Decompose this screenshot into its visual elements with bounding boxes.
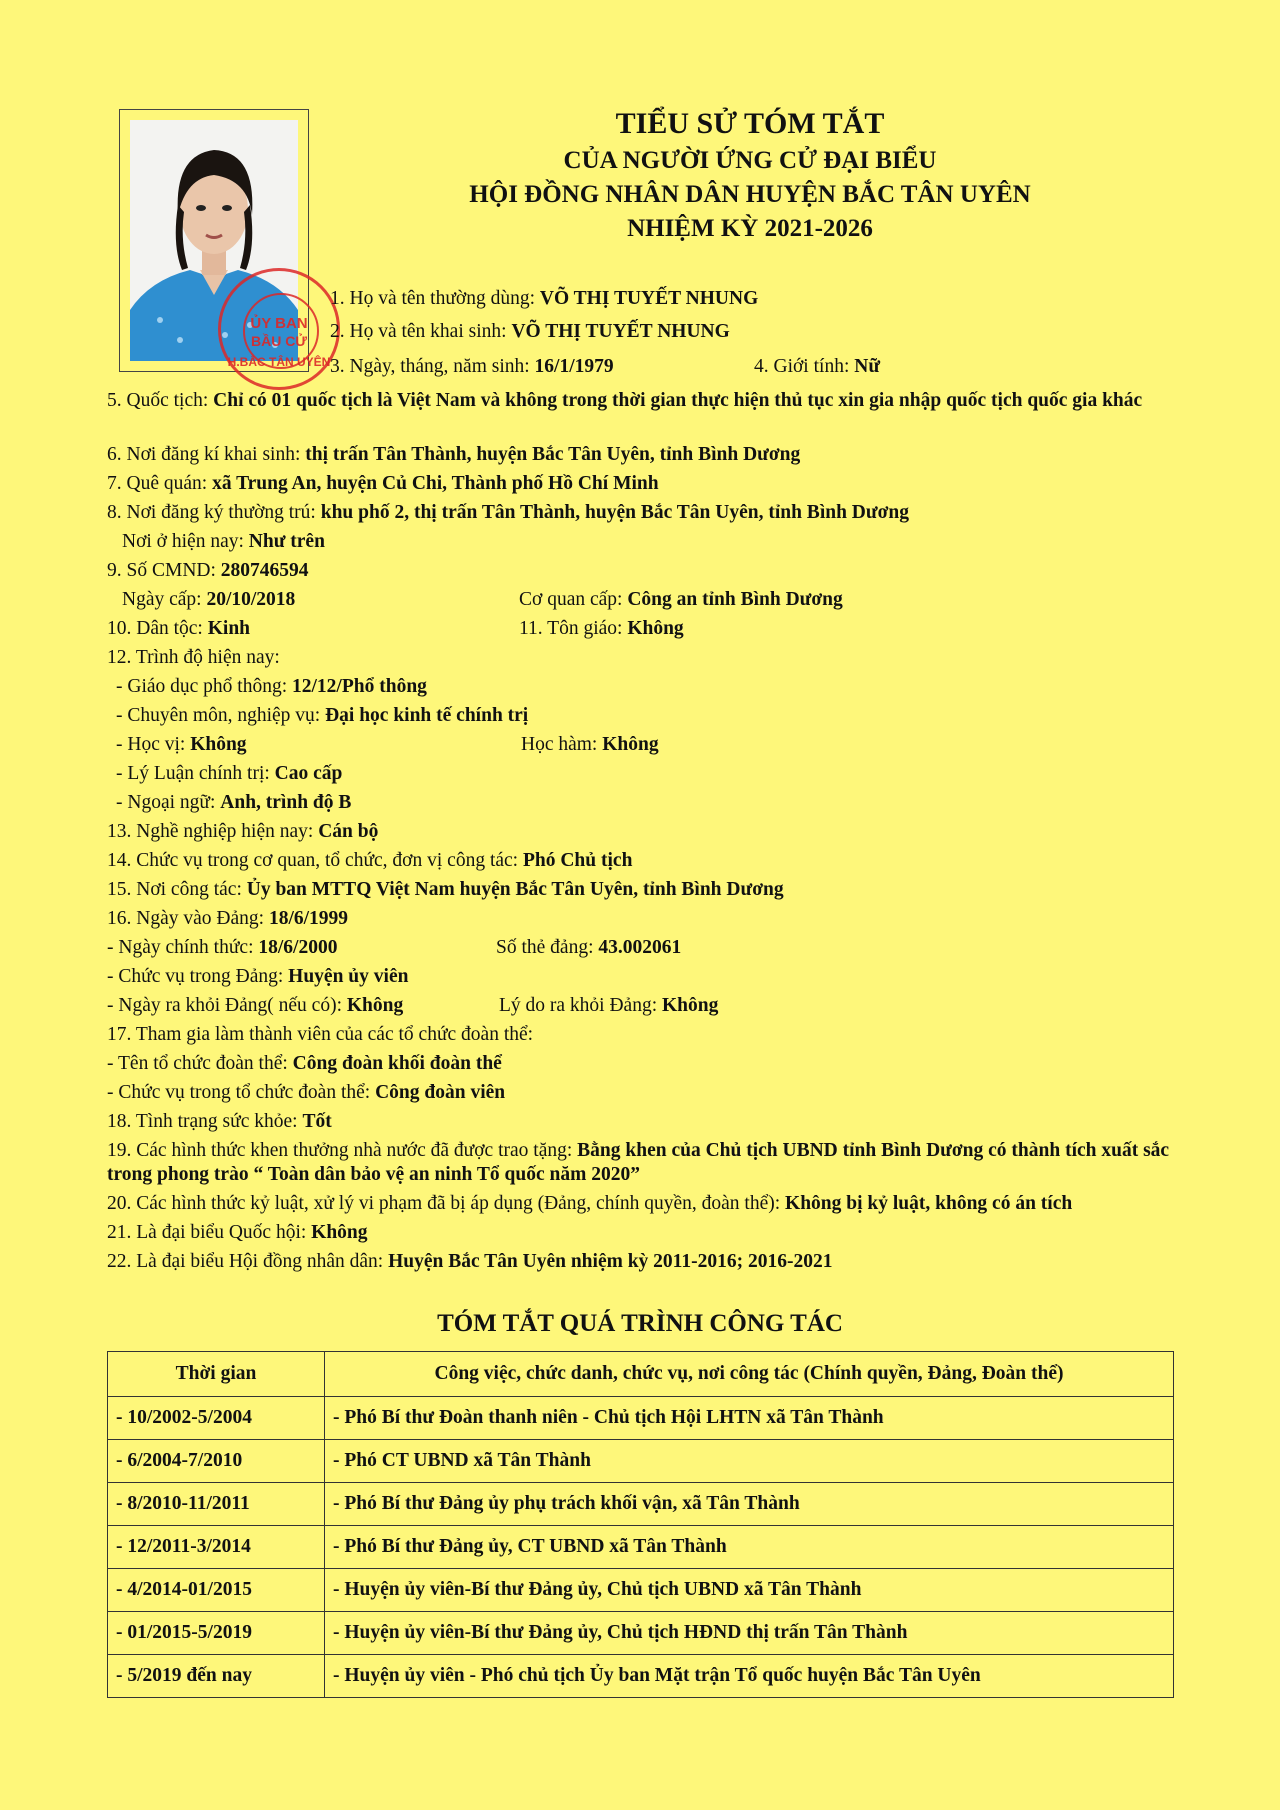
field-occupation: 13. Nghề nghiệp hiện nay: Cán bộ: [107, 821, 379, 842]
field-birth-registration: 6. Nơi đăng kí khai sinh: thị trấn Tân Thành, huyện Bắc Tân Uyên, tỉnh Bình Dương: [107, 444, 801, 465]
field-health: 18. Tình trạng sức khỏe: Tốt: [107, 1111, 332, 1132]
table-row: [108, 1440, 1174, 1483]
field-academic-title: Học hàm: Không: [521, 734, 659, 755]
document-subtitle-3: NHIỆM KỲ 2021-2026: [627, 215, 873, 242]
field-common-name: 1. Họ và tên thường dùng: VÕ THỊ TUYẾT NHUNG: [330, 288, 759, 309]
field-discipline: 20. Các hình thức kỷ luật, xử lý vi phạm đã bị áp dụng (Đảng, chính quyền, đoàn thể): Không bị kỷ luật, không có án tích: [107, 1193, 1073, 1214]
field-education-heading: 12. Trình độ hiện nay:: [107, 647, 280, 668]
field-party-exit-reason: Lý do ra khỏi Đảng: Không: [499, 995, 719, 1016]
row-job: - Huyện ủy viên-Bí thư Đảng ủy, Chủ tịch UBND xã Tân Thành: [325, 1569, 1174, 1612]
table-row: [108, 1612, 1174, 1655]
row-job: - Phó Bí thư Đảng ủy phụ trách khối vận, xã Tân Thành: [325, 1483, 1174, 1526]
field-peoples-council: 22. Là đại biểu Hội đồng nhân dân: Huyện Bắc Tân Uyên nhiệm kỳ 2011-2016; 2016-2021: [107, 1251, 833, 1272]
field-organizations-heading: 17. Tham gia làm thành viên của các tổ chức đoàn thể:: [107, 1024, 534, 1045]
field-party-card-number: Số thẻ đảng: 43.002061: [496, 937, 682, 958]
field-permanent-residence: 8. Nơi đăng ký thường trú: khu phố 2, thị trấn Tân Thành, huyện Bắc Tân Uyên, tỉnh Bình Dương: [107, 502, 909, 523]
field-degree: - Học vị: Không: [116, 734, 247, 755]
field-foreign-language: - Ngoại ngữ: Anh, trình độ B: [116, 792, 352, 813]
table-row: [108, 1526, 1174, 1569]
field-party-position: - Chức vụ trong Đảng: Huyện ủy viên: [107, 966, 409, 987]
table-row: [108, 1397, 1174, 1440]
row-job: - Phó CT UBND xã Tân Thành: [325, 1440, 1174, 1483]
field-id-number: 9. Số CMND: 280746594: [107, 560, 309, 581]
row-time: - 12/2011-3/2014: [108, 1526, 325, 1569]
document-subtitle-1: CỦA NGƯỜI ỨNG CỬ ĐẠI BIỂU: [563, 147, 937, 174]
field-id-issue-date: Ngày cấp: 20/10/2018: [122, 589, 296, 610]
field-ethnicity: 10. Dân tộc: Kinh: [107, 618, 251, 639]
column-header-job: Công việc, chức danh, chức vụ, nơi công tác (Chính quyền, Đảng, Đoàn thể): [325, 1352, 1174, 1397]
column-header-time: Thời gian: [108, 1352, 325, 1397]
table-row: [108, 1483, 1174, 1526]
field-party-join-date: 16. Ngày vào Đảng: 18/6/1999: [107, 908, 349, 929]
table-row: [108, 1569, 1174, 1612]
field-hometown: 7. Quê quán: xã Trung An, huyện Củ Chi, Thành phố Hồ Chí Minh: [107, 473, 659, 494]
field-awards: 19. Các hình thức khen thưởng nhà nước đã được trao tặng: Bằng khen của Chủ tịch UBND tỉnh Bình Dương có thành tích xuất sắc trong phong trào “ Toàn dân bảo vệ an ninh Tổ quốc năm 2020”: [107, 1140, 1170, 1185]
field-specialty: - Chuyên môn, nghiệp vụ: Đại học kinh tế chính trị: [116, 705, 529, 726]
field-position: 14. Chức vụ trong cơ quan, tổ chức, đơn vị công tác: Phó Chủ tịch: [107, 850, 633, 871]
row-job: - Phó Bí thư Đảng ủy, CT UBND xã Tân Thành: [325, 1526, 1174, 1569]
field-party-exit-date: - Ngày ra khỏi Đảng( nếu có): Không: [107, 995, 404, 1016]
field-date-of-birth: 3. Ngày, tháng, năm sinh: 16/1/1979: [330, 356, 614, 377]
field-birth-name: 2. Họ và tên khai sinh: VÕ THỊ TUYẾT NHUNG: [330, 321, 730, 342]
field-general-education: - Giáo dục phổ thông: 12/12/Phổ thông: [116, 676, 427, 697]
career-table-header: [108, 1352, 1174, 1397]
field-party-official-date: - Ngày chính thức: 18/6/2000: [107, 937, 338, 958]
election-committee-stamp: [218, 268, 340, 390]
document-subtitle-2: HỘI ĐỒNG NHÂN DÂN HUYỆN BẮC TÂN UYÊN: [469, 181, 1031, 208]
field-id-issuer: Cơ quan cấp: Công an tỉnh Bình Dương: [519, 589, 843, 610]
document-title-block: [400, 104, 1100, 246]
field-political-theory: - Lý Luận chính trị: Cao cấp: [116, 763, 343, 784]
field-workplace: 15. Nơi công tác: Ủy ban MTTQ Việt Nam huyện Bắc Tân Uyên, tỉnh Bình Dương: [107, 879, 784, 900]
row-job: - Huyện ủy viên - Phó chủ tịch Ủy ban Mặt trận Tổ quốc huyện Bắc Tân Uyên: [325, 1655, 1174, 1698]
stamp-line-1: ỦY BAN: [250, 315, 308, 332]
field-religion: 11. Tôn giáo: Không: [519, 618, 684, 639]
stamp-line-3: H.BẮC TÂN UYÊN: [227, 355, 331, 369]
table-row: [108, 1655, 1174, 1698]
row-job: - Phó Bí thư Đoàn thanh niên - Chủ tịch Hội LHTN xã Tân Thành: [325, 1397, 1174, 1440]
career-section-title: TÓM TẮT QUÁ TRÌNH CÔNG TÁC: [437, 1310, 843, 1337]
field-organization-name: - Tên tổ chức đoàn thể: Công đoàn khối đoàn thể: [107, 1053, 502, 1074]
row-job: - Huyện ủy viên-Bí thư Đảng ủy, Chủ tịch HĐND thị trấn Tân Thành: [325, 1612, 1174, 1655]
field-nationality: 5. Quốc tịch: Chỉ có 01 quốc tịch là Việt Nam và không trong thời gian thực hiện thủ tục xin gia nhập quốc tịch quốc gia khác: [107, 390, 1143, 411]
row-time: - 4/2014-01/2015: [108, 1569, 325, 1612]
row-time: - 6/2004-7/2010: [108, 1440, 325, 1483]
document-title: TIỂU SỬ TÓM TẮT: [615, 107, 885, 140]
field-organization-role: - Chức vụ trong tổ chức đoàn thể: Công đoàn viên: [107, 1082, 506, 1103]
row-time: - 8/2010-11/2011: [108, 1483, 325, 1526]
field-national-assembly: 21. Là đại biểu Quốc hội: Không: [107, 1222, 368, 1243]
row-time: - 01/2015-5/2019: [108, 1612, 325, 1655]
row-time: - 5/2019 đến nay: [108, 1655, 325, 1698]
stamp-line-2: BẦU CỬ: [251, 333, 307, 349]
field-current-residence: Nơi ở hiện nay: Như trên: [122, 531, 325, 552]
field-gender: 4. Giới tính: Nữ: [754, 356, 881, 377]
career-table: [107, 1351, 1174, 1698]
row-time: - 10/2002-5/2004: [108, 1397, 325, 1440]
